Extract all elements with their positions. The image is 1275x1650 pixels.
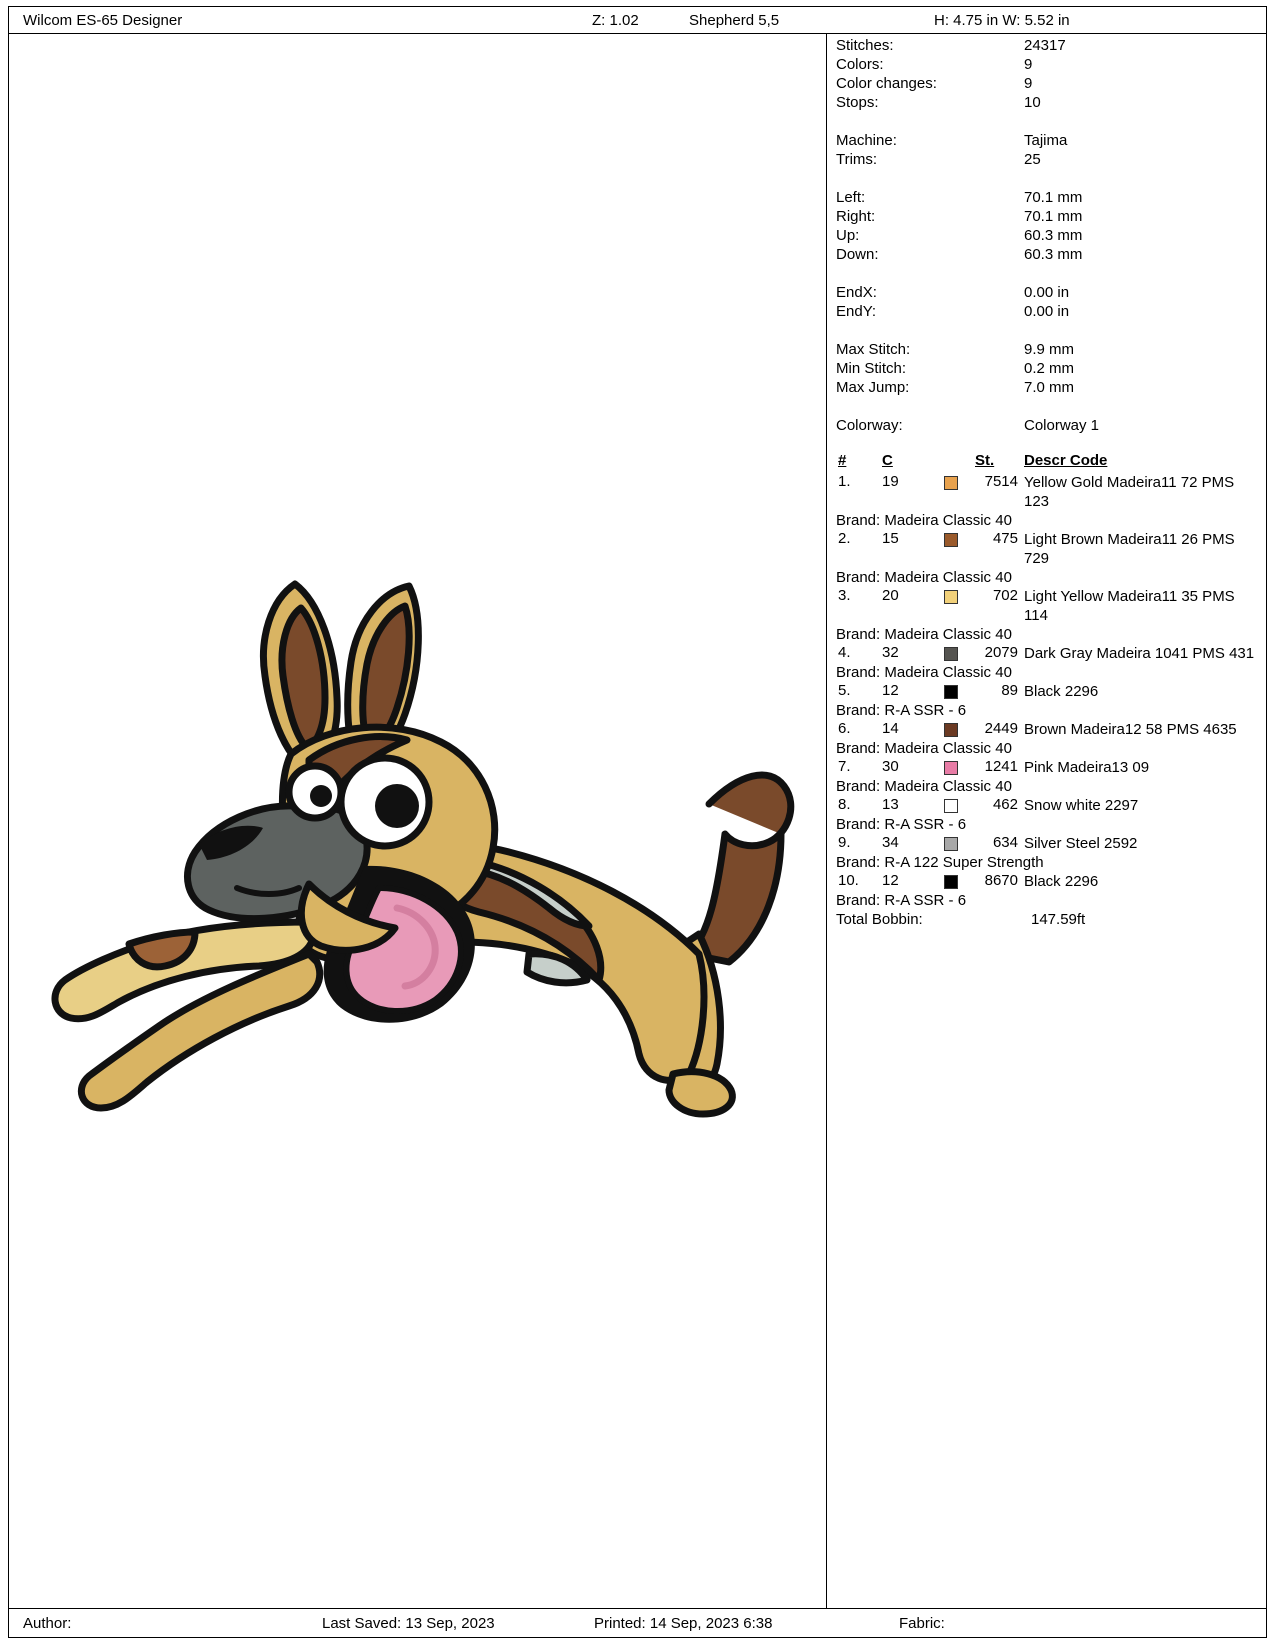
color-row-stitches: 8670 (984, 872, 1018, 889)
value: 0.2 mm (1024, 360, 1075, 377)
color-table-header (836, 449, 1256, 473)
color-row-stitches: 89 (1001, 682, 1018, 699)
color-row-brand: Brand: Madeira Classic 40 (836, 512, 1012, 529)
color-table (836, 449, 1256, 929)
color-row-code: 30 (882, 758, 899, 775)
total-bobbin-row (836, 910, 1256, 929)
color-row-stitches: 2079 (984, 644, 1018, 661)
color-row-number: 2. (838, 530, 851, 547)
color-row-number: 7. (838, 758, 851, 775)
color-row-stitches: 634 (992, 834, 1018, 851)
color-row-stitches: 7514 (984, 473, 1018, 490)
color-swatch (944, 647, 958, 661)
zoom-level: Z: 1.02 (592, 12, 639, 29)
color-row-description: Yellow Gold Madeira11 72 PMS 123 (1024, 474, 1235, 510)
panel-divider (826, 34, 827, 1608)
color-row (836, 720, 1256, 739)
info-row-endx (836, 283, 1256, 302)
color-row-stitches: 702 (992, 587, 1018, 604)
color-swatch (944, 799, 958, 813)
color-row-number: 3. (838, 587, 851, 604)
value: 7.0 mm (1024, 379, 1075, 396)
color-row-stitches: 1241 (984, 758, 1018, 775)
color-row-brand: Brand: R-A SSR - 6 (836, 892, 967, 909)
color-row-number: 9. (838, 834, 851, 851)
value: 9.9 mm (1024, 341, 1075, 358)
color-row (836, 530, 1256, 568)
info-row-right (836, 207, 1256, 226)
color-row-description: Dark Gray Madeira 1041 PMS 431 (1024, 645, 1255, 662)
info-row-down (836, 245, 1256, 264)
color-row (836, 644, 1256, 663)
color-row-number: 5. (838, 682, 851, 699)
label: Trims: (836, 151, 878, 168)
value: 70.1 mm (1024, 208, 1083, 225)
color-row (836, 682, 1256, 701)
page-footer (9, 1608, 1266, 1638)
color-row-code: 20 (882, 587, 899, 604)
spacer (836, 169, 1256, 188)
info-row-stops (836, 93, 1256, 112)
value: 70.1 mm (1024, 189, 1083, 206)
color-row-code: 19 (882, 473, 899, 490)
color-row-description: Snow white 2297 (1024, 797, 1139, 814)
label: Machine: (836, 132, 897, 149)
design-info-panel (836, 36, 1256, 929)
color-row-brand: Brand: Madeira Classic 40 (836, 740, 1012, 757)
design-name: Shepherd 5,5 (689, 12, 780, 29)
printed-label: Printed: 14 Sep, 2023 6:38 (594, 1615, 773, 1632)
color-row-code: 14 (882, 720, 899, 737)
color-row-number: 6. (838, 720, 851, 737)
color-row-code: 32 (882, 644, 899, 661)
color-row-brand: Brand: Madeira Classic 40 (836, 626, 1012, 643)
color-row-code: 15 (882, 530, 899, 547)
color-row-stitches: 2449 (984, 720, 1018, 737)
info-row-stitches (836, 36, 1256, 55)
spacer (836, 264, 1256, 283)
last-saved-label: Last Saved: 13 Sep, 2023 (322, 1615, 495, 1632)
total-bobbin-value: 147.59ft (1031, 911, 1086, 928)
info-row-left (836, 188, 1256, 207)
value: 25 (1024, 151, 1041, 168)
color-row-description: Light Yellow Madeira11 35 PMS 114 (1024, 588, 1235, 624)
info-row-machine (836, 131, 1256, 150)
color-row-description: Black 2296 (1024, 873, 1099, 890)
label: Colors: (836, 56, 884, 73)
spacer (836, 397, 1256, 416)
color-row-number: 1. (838, 473, 851, 490)
color-row-number: 8. (838, 796, 851, 813)
page-header (9, 7, 1266, 34)
fabric-label: Fabric: (899, 1615, 945, 1632)
info-row-colors (836, 55, 1256, 74)
color-row-stitches: 462 (992, 796, 1018, 813)
label: Right: (836, 208, 876, 225)
color-swatch (944, 761, 958, 775)
design-dimensions: H: 4.75 in W: 5.52 in (934, 12, 1070, 29)
color-row-description: Pink Madeira13 09 (1024, 759, 1150, 776)
color-row-brand: Brand: R-A SSR - 6 (836, 702, 967, 719)
color-swatch (944, 685, 958, 699)
color-row (836, 796, 1256, 815)
col-header-number: # (838, 452, 847, 469)
value: 10 (1024, 94, 1041, 111)
color-row-description: Black 2296 (1024, 683, 1099, 700)
app-title: Wilcom ES-65 Designer (23, 12, 183, 29)
spacer (836, 112, 1256, 131)
color-row-code: 12 (882, 682, 899, 699)
value: 60.3 mm (1024, 246, 1083, 263)
label: Down: (836, 246, 879, 263)
value: 60.3 mm (1024, 227, 1083, 244)
color-row-number: 10. (838, 872, 859, 889)
spacer (836, 321, 1256, 340)
color-row (836, 473, 1256, 511)
embroidery-design-image (9, 414, 826, 1134)
value: 9 (1024, 56, 1033, 73)
label: EndX: (836, 284, 877, 301)
value: Colorway 1 (1024, 417, 1100, 434)
col-header-description: Descr Code (1024, 452, 1108, 469)
color-row-brand: Brand: Madeira Classic 40 (836, 778, 1012, 795)
total-bobbin-label: Total Bobbin: (836, 911, 923, 928)
color-swatch (944, 723, 958, 737)
info-row-color-changes (836, 74, 1256, 93)
label: Left: (836, 189, 866, 206)
color-swatch (944, 837, 958, 851)
color-swatch (944, 590, 958, 604)
color-row-brand: Brand: Madeira Classic 40 (836, 569, 1012, 586)
value: 0.00 in (1024, 303, 1070, 320)
value: 9 (1024, 75, 1033, 92)
color-row-number: 4. (838, 644, 851, 661)
color-row-code: 13 (882, 796, 899, 813)
label: Max Stitch: (836, 341, 911, 358)
label: Color changes: (836, 75, 937, 92)
color-swatch (944, 533, 958, 547)
label: Stitches: (836, 37, 894, 54)
color-row-code: 12 (882, 872, 899, 889)
label: Max Jump: (836, 379, 910, 396)
design-preview-area (9, 34, 826, 1608)
info-row-colorway (836, 416, 1256, 435)
info-row-min-stitch (836, 359, 1256, 378)
value: 0.00 in (1024, 284, 1070, 301)
author-label: Author: (23, 1615, 72, 1632)
info-row-endy (836, 302, 1256, 321)
label: Colorway: (836, 417, 903, 434)
label: Min Stitch: (836, 360, 907, 377)
label: Stops: (836, 94, 879, 111)
info-row-max-jump (836, 378, 1256, 397)
value: 24317 (1024, 37, 1066, 54)
color-row-description: Brown Madeira12 58 PMS 4635 (1024, 721, 1237, 738)
info-row-up (836, 226, 1256, 245)
color-row (836, 834, 1256, 853)
color-row-description: Silver Steel 2592 (1024, 835, 1138, 852)
color-row (836, 872, 1256, 891)
label: Up: (836, 227, 860, 244)
color-row-description: Light Brown Madeira11 26 PMS 729 (1024, 531, 1235, 567)
info-row-trims (836, 150, 1256, 169)
label: EndY: (836, 303, 877, 320)
color-swatch (944, 875, 958, 889)
col-header-code: C (882, 452, 893, 469)
color-row (836, 587, 1256, 625)
color-row (836, 758, 1256, 777)
value: Tajima (1024, 132, 1068, 149)
color-row-stitches: 475 (992, 530, 1018, 547)
color-row-brand: Brand: R-A 122 Super Strength (836, 854, 1044, 871)
color-row-brand: Brand: R-A SSR - 6 (836, 816, 967, 833)
color-row-code: 34 (882, 834, 899, 851)
col-header-stitches: St. (975, 452, 995, 469)
color-swatch (944, 476, 958, 490)
info-row-max-stitch (836, 340, 1256, 359)
color-row-brand: Brand: Madeira Classic 40 (836, 664, 1012, 681)
